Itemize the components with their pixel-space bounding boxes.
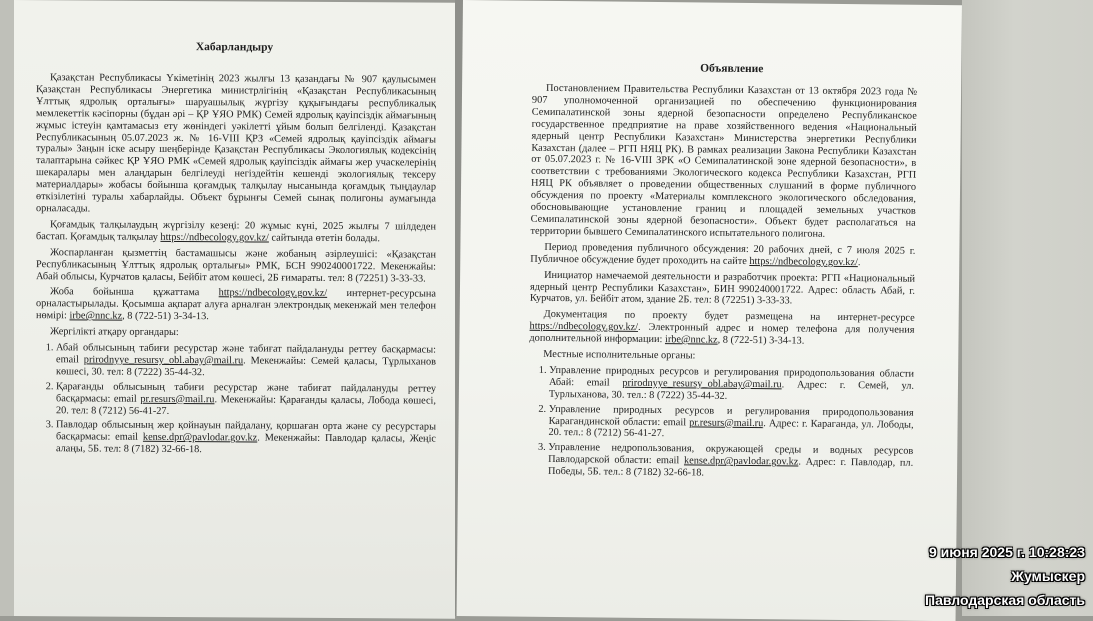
kazakh-authority-1	[56, 342, 436, 380]
russian-item-2-post: . Адрес: г. Караганда, ул. Лободы, 20. тел.: 8 (7212) 56-41-27.	[548, 417, 914, 440]
kazakh-p2-link: https://ndbecology.gov.kz/	[160, 231, 269, 244]
russian-authority-3	[548, 442, 913, 482]
kazakh-authority-2	[56, 381, 436, 419]
kazakh-paragraph-1: Қазақстан Республикасы Үкіметінің 2023 жылғы 13 қазандағы № 907 қаулысымен Қазақстан Республикасы Энергетика министрлігінің «Қазақстан Республикасының Ұлттық ядролық орталығы» шаруашылық жүргізу құқығындағы республикалық мемлекеттік кәсіпорны (бұдан әрі – ҚР ҰЯО РМК) Семей ядролық қауіпсіздік аймағының жұмыс істеуін қамтамасыз ету жөніндегі уәкілетті ұйым болып белгіленді. Қазақстан Республикасының 05.07.2023 ж. № 16-VIII ҚРЗ «Семей ядролық қауіпсіздік аймағы туралы» Заңын іске асыру шеңберінде Қазақстан Республикасы Экологиялық кодексінің талаптарына сәйкес ҚР ҰЯО РМК «Семей ядролық қауіпсіздік аймағы жер учаскелерінің шекаралары мен алаңдарын белгілеуді негіздейтін кешенді экологиялық тексеру материалдары» жобасы бойынша қоғамдық талқылау нысанында қоғамдық тыңдаулар өткізілетіні туралы хабарлайды. Объект бұрынғы Семей сынақ полигоны аумағында орналасады.	[36, 72, 436, 215]
kazakh-item-1-post: . Мекенжайы: Семей қаласы, Тұрлыханов көшесі, 30. тел: 8 (7222) 35-44-32.	[56, 355, 436, 379]
kazakh-p4-email: irbe@nnc.kz	[69, 310, 123, 322]
kazakh-item-2-post: . Мекенжайы: Қарағанды қаласы, Лобода көшесі, 20. тел: 8 (7212) 56-41-27.	[56, 393, 436, 417]
kazakh-item-3-pre: Павлодар облысының жер қойнауын пайдалану, қоршаған орта және су ресурстары басқармасы: email	[56, 419, 436, 444]
russian-item-3-email: kense.dpr@pavlodar.gov.kz	[683, 455, 799, 468]
russian-paragraph-2	[530, 242, 915, 270]
kazakh-p4-text: Жоба бойынша құжаттама	[50, 286, 219, 299]
russian-paragraph-5: Местные исполнительные органы:	[543, 348, 696, 362]
russian-item-2-email: pr.resurs@mail.ru	[689, 416, 764, 429]
kazakh-p4-mid: интернет-ресурсына орналастырылады. Қосымша ақпарат алуға арналған электрондық мекенжай мен телефон нөмірі:	[36, 288, 436, 322]
russian-authority-2	[548, 404, 913, 444]
russian-item-2-pre: Управление природных ресурсов и регулирования природопользования Карагандинской области: email	[548, 403, 914, 428]
wall-left	[0, 0, 14, 616]
russian-p2-tail: .	[857, 256, 861, 268]
russian-paragraph-4	[529, 309, 914, 349]
kazakh-item-2-pre: Қарағанды облысының табиғи ресурстар және табиғат пайдалануды реттеу басқармасы: email	[56, 381, 436, 405]
russian-item-1-email: prirodnyye_resursy_obl.abay@mail.ru	[622, 377, 782, 391]
kazakh-item-3-email: kense.dpr@pavlodar.gov.kz	[142, 432, 258, 444]
kazakh-notice-body	[36, 72, 436, 461]
photo-place-stamp: Жумыскер	[1011, 568, 1085, 584]
russian-notice-sheet	[457, 0, 962, 621]
russian-p4-link: https://ndbecology.gov.kz/	[529, 320, 639, 334]
photo-region-stamp: Павлодарская область	[925, 592, 1085, 608]
russian-paragraph-3: Инициатор намечаемой деятельности и разработчик проекта: РГП «Национальный ядерный центр Республики Казахстан», БИН 990240001722. Адрес: область Абай, г. Курчатов, ул. Бейбіт атом, здание 2Б. тел: 8 (72251) 3-33-33.	[529, 269, 916, 307]
kazakh-authority-list	[36, 342, 436, 458]
kazakh-paragraph-3: Жоспарланған қызметтің бастамашысы және жобаның әзірлеушісі: «Қазақстан Республикасының Ұлттық ядролық орталығы» РМК, БСН 990240001722. Мекенжайы: Абай облысы, Курчатов қаласы, Бейбіт атом көшесі, 2Б ғимараты. тел: 8 (72251) 3-33-33.	[36, 246, 436, 285]
russian-item-3-pre: Управление недропользования, окружающей среды и водных ресурсов Павлодарской области: email	[548, 442, 914, 467]
kazakh-notice-sheet	[14, 0, 455, 619]
russian-p2-text: Период проведения публичного обсуждения: 20 рабочих дней, с 7 июля 2025 г. Публичное обсуждение будет проходить на сайте	[530, 241, 916, 267]
kazakh-paragraph-4	[36, 287, 436, 325]
kazakh-item-3-post: . Мекенжайы: Павлодар қаласы, Жеңіс алаңы, 5Б. тел: 8 (7182) 32-66-18.	[56, 432, 436, 456]
russian-authority-list	[528, 365, 914, 482]
kazakh-item-1-email: prirodnyye_resursy_obl.abay@mail.ru	[83, 354, 244, 367]
kazakh-p4-link: https://ndbecology.gov.kz/	[218, 287, 328, 300]
russian-p4-tail: , 8 (722-51) 3-34-13.	[717, 334, 805, 347]
russian-p4-text: Документация по проекту будет размещена на интернет-ресурсе	[543, 309, 915, 325]
russian-item-1-post: . Адрес: г. Семей, ул. Турлыханова, 30. тел.: 8 (7222) 35-44-32.	[548, 379, 915, 402]
kazakh-paragraph-2	[36, 219, 436, 245]
russian-authority-1	[549, 365, 914, 405]
russian-paragraph-1: Постановлением Правительства Республики Казахстан от 13 октября 2023 года № 907 уполномоченной организацией по обеспечению функционирования Семипалатинской зоны ядерной безопасности определено Республиканское государственное предприятие на праве хозяйственного ведения «Национальный ядерный центр Республики Казахстан» Министерства энергетики Республики Казахстан (далее – РГП НЯЦ РК). В рамках реализации Закона Республики Казахстан от 05.07.2023 г. № 16-VIII ЗРК «О Семипалатинской зоне ядерной безопасности», в соответствии с требованиями Экологического кодекса Республики Казахстан, РГП НЯЦ РК объявляет о проведении общественных слушаний в форме публичного обсуждения по проекту «Материалы комплексного экологического обследования, обосновывающие установление границ и площадей земельных участков Семипалатинской зоны ядерной безопасности». Объект будет располагаться на территории бывшего Семипалатинского испытательного полигона.	[530, 82, 918, 240]
kazakh-authority-3	[56, 420, 436, 458]
kazakh-p4-tail: , 8 (722-51) 3-34-13.	[122, 310, 209, 323]
kazakh-item-2-email: pr.resurs@mail.ru	[140, 393, 215, 405]
kazakh-notice-title: Хабарландыру	[195, 41, 274, 54]
photo-datetime-stamp: 9 июня 2025 г. 10:28:23	[928, 544, 1085, 560]
russian-item-1-pre: Управление природных ресурсов и регулирования природопользования области Абай: email	[548, 364, 915, 389]
russian-p4-email: irbe@nnc.kz	[664, 334, 718, 346]
russian-item-3-post: . Адрес: г. Павлодар, пл. Победы, 5Б. тел.: 8 (7182) 32-66-18.	[548, 456, 914, 479]
wall-right	[962, 0, 1093, 616]
russian-notice-body	[528, 83, 917, 485]
kazakh-paragraph-5: Жергілікті атқару органдары:	[50, 326, 179, 339]
russian-notice-title: Объявление	[700, 62, 764, 76]
kazakh-p2-tail: сайтында өтетін болады.	[268, 232, 380, 245]
russian-p2-link: https://ndbecology.gov.kz/	[749, 255, 858, 268]
russian-p4-mid: . Электронный адрес и номер телефона для получения дополнительной информации:	[529, 322, 915, 346]
kazakh-item-1-pre: Абай облысының табиғи ресурстар және табиғат пайдалануды реттеу басқармасы: email	[56, 342, 436, 366]
kazakh-p2-text: Қоғамдық талқылаудың жүргізілу кезеңі: 20 жұмыс күні, 2025 жылғы 7 шілдеден бастап. Қоғамдық талқылау	[36, 219, 436, 243]
